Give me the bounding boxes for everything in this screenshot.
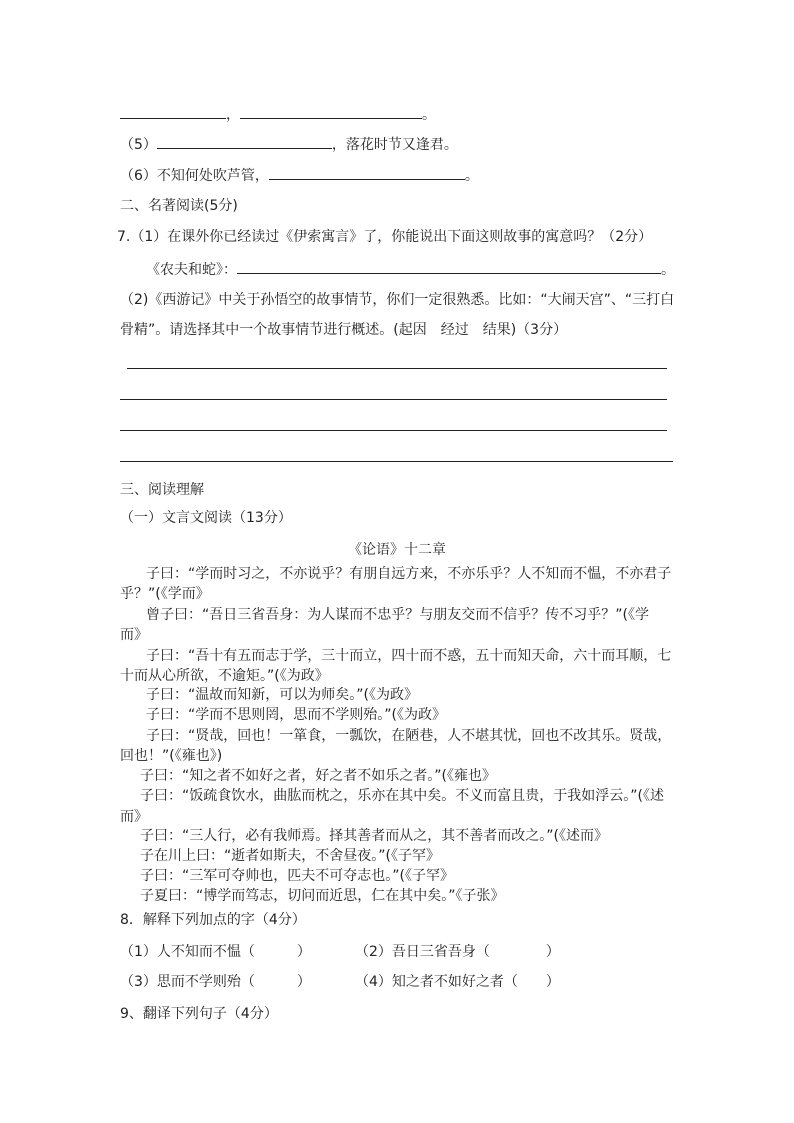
fable-answer-line: 《农夫和蛇》： 。 — [146, 259, 675, 280]
answer-blank[interactable] — [120, 104, 226, 119]
passage-line: 子曰：“三军可夺帅也，匹夫不可夺志也。”(《子罕》 — [140, 868, 454, 884]
passage-line: 子曰：“饭疏食饮水，曲肱而枕之，乐亦在其中矣。不义而富且贵，于我如浮云。”(《述 — [140, 788, 664, 804]
fill-in-line-0: ， 。 — [120, 104, 436, 125]
passage-line: 子曰：“学而时习之，不亦说乎？有朋自远方来，不亦乐乎？人不知而不愠，不亦君子 — [146, 566, 672, 582]
passage-line: 子夏曰：“博学而笃志，切问而近思，仁在其中矣。”《子张》 — [140, 888, 505, 904]
passage-line: 子曰：“吾十有五而志于学，三十而立，四十而不惑，五十而知天命，六十而耳顺，七 — [146, 648, 672, 664]
passage-line: 而》 — [120, 809, 148, 825]
answer-blank[interactable] — [157, 134, 332, 149]
answer-line-4[interactable] — [120, 461, 673, 462]
passage-line: 子曰：“三人行，必有我师焉。择其善者而从之，其不善者而改之。”(《述而》 — [140, 828, 608, 844]
fill-in-q6: （6）不知何处吹芦管， 。 — [120, 165, 479, 186]
section2-heading: 二、名著阅读(5分) — [120, 198, 238, 214]
passage-line: 子在川上曰：“逝者如斯夫，不舍昼夜。”(《子罕》 — [140, 848, 440, 864]
section3-sub-heading: （一）文言文阅读（13分） — [120, 510, 292, 526]
passage-line: 乎？”(《学而》 — [120, 586, 210, 602]
passage-line: 子曰：“贤哉，回也！一箪食，一瓢饮，在陋巷，人不堪其忧，回也不改其乐。贤哉， — [146, 728, 672, 744]
passage-line: 子曰：“知之者不如好之者，好之者不如乐之者。”(《雍也》 — [140, 768, 496, 784]
answer-blank[interactable] — [269, 165, 465, 180]
answer-blank[interactable] — [237, 259, 661, 274]
question-8-item-2: （2）吾日三省吾身（ ） — [355, 944, 560, 960]
question-8-heading: 8．解释下列加点的字（4分） — [120, 912, 306, 928]
question-8-item-3: （3）思而不学则殆（ ） — [120, 974, 311, 990]
question-9-heading: 9、翻译下列句子（4分） — [120, 1006, 278, 1022]
question-7-2-line1: （2)《西游记》中关于孙悟空的故事情节，你们一定很熟悉。比如：“大闹天宫”、“三打白 — [120, 292, 675, 308]
answer-blank[interactable] — [240, 104, 422, 119]
answer-line-3[interactable] — [120, 430, 667, 431]
question-7-1: 7.（1）在课外你已经读过《伊索寓言》了，你能说出下面这则故事的寓意吗？（2分） — [117, 229, 653, 245]
passage-line: 曾子曰：“吾日三省吾身：为人谋而不忠乎？与朋友交而不信乎？传不习乎？”(《学 — [146, 607, 649, 623]
fill-in-q5: （5） ，落花时节又逢君。 — [120, 134, 458, 155]
section3-heading: 三、阅读理解 — [120, 482, 204, 498]
question-8-item-4: （4）知之者不如好之者（ ） — [355, 974, 560, 990]
passage-line: 十而从心所欲，不逾矩。”(《为政》 — [120, 668, 329, 684]
passage-line: 子曰：“温故而知新，可以为师矣。”(《为政》 — [146, 687, 418, 703]
passage-line: 回也！”(《雍也》) — [120, 748, 223, 764]
question-8-item-1: （1）人不知而不愠（ ） — [120, 944, 311, 960]
passage-line: 而》 — [120, 627, 148, 643]
passage-line: 子曰：“学而不思则罔，思而不学则殆。”(《为政》 — [146, 707, 446, 723]
answer-line-1[interactable] — [127, 368, 667, 369]
question-7-2-line2: 骨精”。请选择其中一个故事情节进行概述。(起因 经过 结果)（3分） — [120, 322, 568, 338]
passage-title: 《论语》十二章 — [348, 542, 446, 558]
answer-line-2[interactable] — [120, 399, 667, 400]
